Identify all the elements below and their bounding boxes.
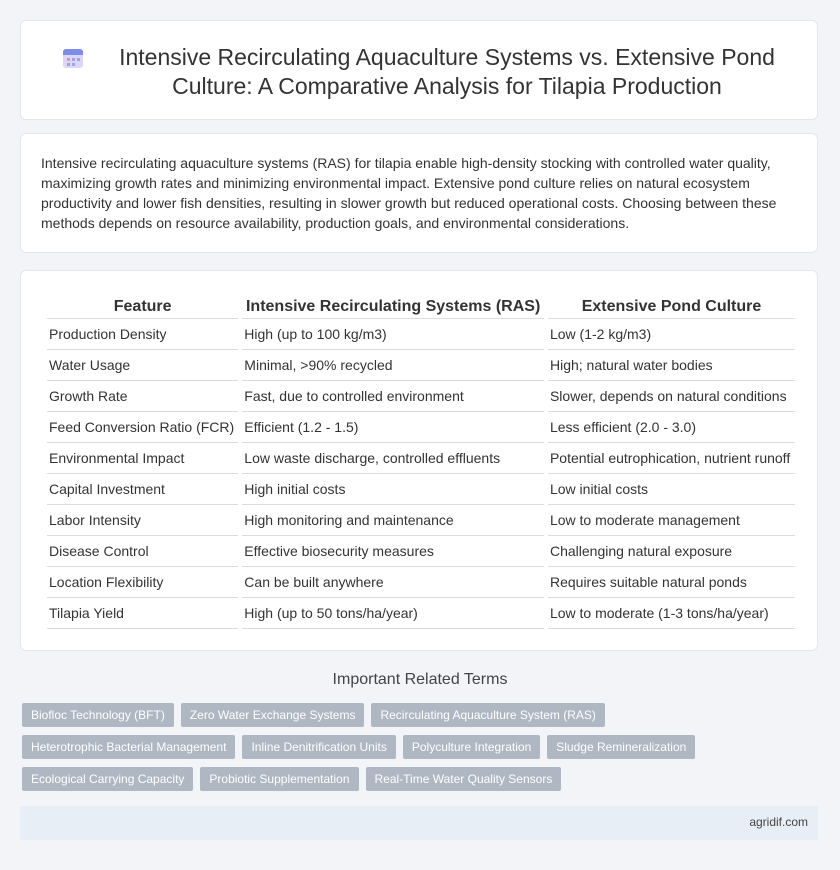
related-terms-list — [22, 703, 822, 799]
cell-pond: Low to moderate management — [548, 505, 795, 536]
comparison-table — [43, 296, 799, 629]
table-row — [47, 598, 795, 629]
table-row — [47, 412, 795, 443]
cell-pond: Requires suitable natural ponds — [548, 567, 795, 598]
title-card — [20, 20, 818, 120]
cell-feature: Labor Intensity — [47, 505, 238, 536]
table-header-row — [47, 296, 795, 319]
related-term-tag[interactable]: Polyculture Integration — [403, 735, 540, 759]
table-row — [47, 319, 795, 350]
related-term-tag[interactable]: Probiotic Supplementation — [200, 767, 358, 791]
cell-feature: Growth Rate — [47, 381, 238, 412]
cell-feature: Production Density — [47, 319, 238, 350]
cell-ras: Effective biosecurity measures — [242, 536, 544, 567]
cell-feature: Water Usage — [47, 350, 238, 381]
cell-ras: Low waste discharge, controlled effluents — [242, 443, 544, 474]
footer-site[interactable]: agridif.com — [749, 815, 808, 829]
page-title: Intensive Recirculating Aquaculture Systems vs. Extensive Pond Culture: A Comparative Analysis for Tilapia Production — [119, 44, 775, 99]
cell-ras: Efficient (1.2 - 1.5) — [242, 412, 544, 443]
cell-pond: Slower, depends on natural conditions — [548, 381, 795, 412]
cell-pond: Potential eutrophication, nutrient runoff — [548, 443, 795, 474]
cell-ras: Can be built anywhere — [242, 567, 544, 598]
cell-pond: Low to moderate (1-3 tons/ha/year) — [548, 598, 795, 629]
header-feature: Feature — [47, 296, 238, 319]
header-pond: Extensive Pond Culture — [548, 296, 795, 319]
related-term-tag[interactable]: Recirculating Aquaculture System (RAS) — [371, 703, 604, 727]
cell-ras: Minimal, >90% recycled — [242, 350, 544, 381]
cell-feature: Feed Conversion Ratio (FCR) — [47, 412, 238, 443]
table-row — [47, 536, 795, 567]
title-row — [61, 43, 791, 101]
cell-pond: Less efficient (2.0 - 3.0) — [548, 412, 795, 443]
cell-pond: Low initial costs — [548, 474, 795, 505]
table-row — [47, 505, 795, 536]
cell-ras: High initial costs — [242, 474, 544, 505]
calendar-icon — [61, 46, 85, 70]
table-row — [47, 350, 795, 381]
related-term-tag[interactable]: Inline Denitrification Units — [242, 735, 395, 759]
cell-feature: Environmental Impact — [47, 443, 238, 474]
cell-pond: Challenging natural exposure — [548, 536, 795, 567]
related-term-tag[interactable]: Real-Time Water Quality Sensors — [366, 767, 562, 791]
table-row — [47, 474, 795, 505]
table-row — [47, 443, 795, 474]
intro-card — [20, 133, 818, 253]
footer — [20, 806, 818, 840]
cell-ras: High monitoring and maintenance — [242, 505, 544, 536]
cell-ras: Fast, due to controlled environment — [242, 381, 544, 412]
related-term-tag[interactable]: Sludge Remineralization — [547, 735, 695, 759]
table-row — [47, 381, 795, 412]
table-row — [47, 567, 795, 598]
cell-ras: High (up to 100 kg/m3) — [242, 319, 544, 350]
related-term-tag[interactable]: Heterotrophic Bacterial Management — [22, 735, 235, 759]
header-ras: Intensive Recirculating Systems (RAS) — [242, 296, 544, 319]
cell-feature: Capital Investment — [47, 474, 238, 505]
cell-pond: High; natural water bodies — [548, 350, 795, 381]
related-term-tag[interactable]: Zero Water Exchange Systems — [181, 703, 365, 727]
cell-feature: Disease Control — [47, 536, 238, 567]
comparison-table-card — [20, 270, 818, 651]
cell-pond: Low (1-2 kg/m3) — [548, 319, 795, 350]
cell-feature: Tilapia Yield — [47, 598, 238, 629]
related-term-tag[interactable]: Ecological Carrying Capacity — [22, 767, 193, 791]
related-terms-heading: Important Related Terms — [332, 671, 508, 688]
related-term-tag[interactable]: Biofloc Technology (BFT) — [22, 703, 174, 727]
cell-feature: Location Flexibility — [47, 567, 238, 598]
intro-paragraph: Intensive recirculating aquaculture systems (RAS) for tilapia enable high-density stocking with controlled water quality, maximizing growth rates and minimizing environmental impact. Extensive pond culture relies on natural ecosystem productivity and lower fish densities, resulting in slower growth but reduced operational costs. Choosing between these methods depends on resource availability, production goals, and environmental considerations. — [41, 155, 777, 231]
cell-ras: High (up to 50 tons/ha/year) — [242, 598, 544, 629]
